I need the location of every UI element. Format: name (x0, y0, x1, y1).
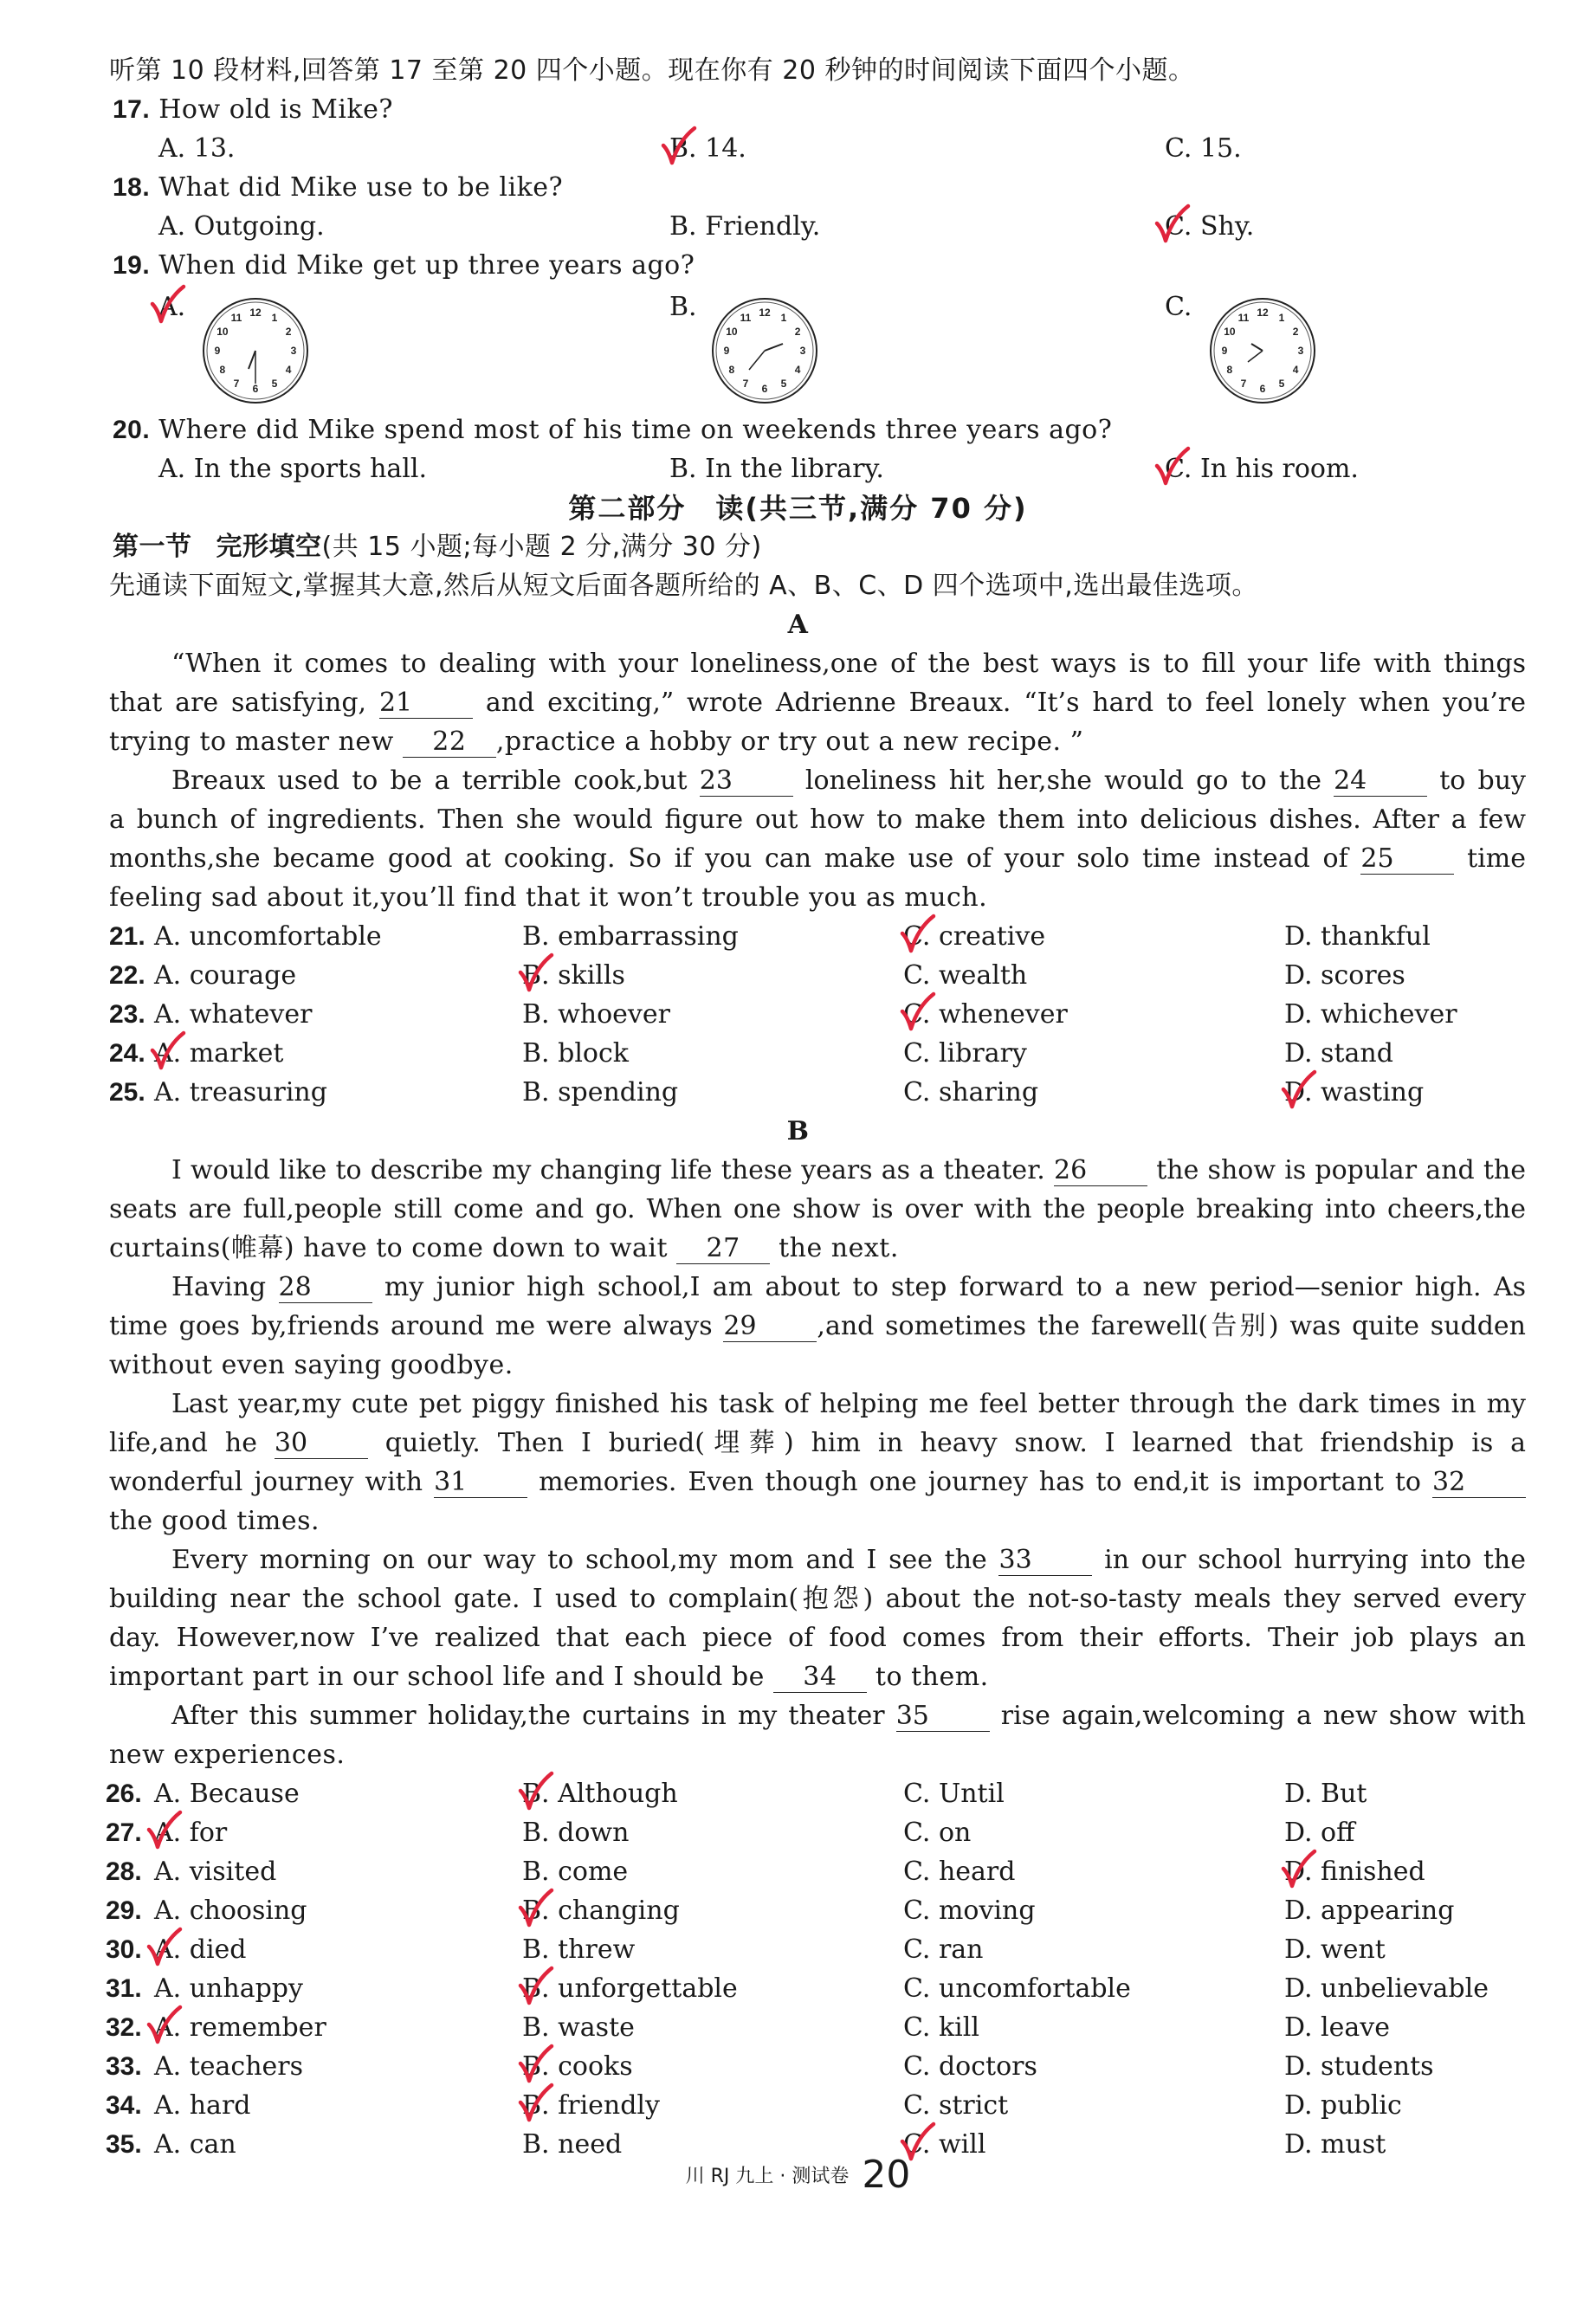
question-number: 29. (106, 1896, 142, 1925)
option[interactable]: A. Outgoing. (158, 211, 325, 242)
option[interactable]: A. 13. (158, 133, 236, 164)
passage-line: the good times. (109, 1506, 320, 1536)
clock-numeral: 9 (723, 345, 730, 357)
option[interactable]: A. remember (154, 2012, 326, 2043)
passage-line (109, 764, 1526, 798)
option[interactable]: B. unforgettable (522, 1973, 738, 2004)
clock-numeral: 12 (759, 307, 771, 319)
option[interactable]: C. kill (903, 2012, 979, 2043)
option[interactable]: B. come (522, 1857, 629, 1887)
question-17 (113, 93, 393, 127)
option[interactable]: B. spending (522, 1077, 679, 1108)
option[interactable]: B. cooks (522, 2051, 633, 2082)
clock-numeral: 5 (1278, 378, 1285, 391)
text-run: memories. Even though one journey has to end,it is important to (539, 1467, 1421, 1497)
blank-29[interactable]: 29 (723, 1312, 817, 1342)
blank-23[interactable]: 23 (700, 766, 793, 797)
clock-numeral: 7 (233, 378, 240, 391)
option[interactable]: B. Friendly. (669, 211, 821, 242)
clock-hour-hand (249, 351, 255, 369)
option[interactable]: C. whenever (903, 999, 1068, 1030)
passage-heading: A (787, 610, 809, 640)
option[interactable]: A. courage (154, 960, 297, 991)
question-number: 34. (106, 2091, 142, 2120)
text-run: rise again,welcoming a new show with (1000, 1701, 1526, 1731)
passage-line (109, 1309, 1526, 1344)
blank-32[interactable]: 32 (1432, 1468, 1526, 1498)
red-check-icon (517, 1887, 555, 1932)
passage-line: day. However,now I’ve realized that each piece of food comes from their efforts. Their job plays an (109, 1623, 1526, 1653)
text-run: and exciting,” wrote Adrienne Breaux. “It’s hard to feel lonely when you’re (485, 688, 1527, 718)
listening-intro: 听第 10 段材料,回答第 17 至第 20 四个小题。现在你有 20 秒钟的时间阅读下面四个小题。 (109, 55, 1195, 86)
option[interactable]: B. waste (522, 2012, 635, 2043)
option[interactable]: C. strict (903, 2090, 1009, 2121)
passage-line (109, 725, 1083, 759)
option[interactable]: B. skills (522, 960, 625, 991)
text-run: ,and sometimes the farewell(告别) was quite sudden (817, 1311, 1526, 1341)
red-check-icon (899, 991, 937, 1036)
option[interactable]: C. Until (903, 1779, 1005, 1809)
red-check-icon (145, 1926, 184, 1971)
section-header (113, 530, 762, 565)
option[interactable]: B. need (522, 2129, 623, 2160)
section-instruction: 先通读下面短文,掌握其大意,然后从短文后面各题所给的 A、B、C、D 四个选项中,选出最佳选项。 (109, 571, 1258, 601)
red-check-icon (899, 913, 937, 958)
clock-numeral: 3 (1297, 345, 1304, 357)
question-text: Where did Mike spend most of his time on weekends three years ago? (158, 415, 1113, 445)
option[interactable]: A. treasuring (154, 1077, 327, 1108)
clock-numeral: 9 (1221, 345, 1228, 357)
clock-face-icon[interactable] (199, 294, 312, 407)
text-run: quietly. Then I buried(埋葬) him in heavy snow. I learned that friendship is a (384, 1428, 1526, 1458)
clock-numeral: 10 (726, 326, 738, 338)
question-number: 21. (109, 922, 145, 951)
option[interactable]: C. uncomfortable (903, 1973, 1131, 2004)
option[interactable]: B. threw (522, 1934, 636, 1965)
clock-numeral: 1 (1278, 311, 1285, 324)
option[interactable]: B. friendly (522, 2090, 660, 2121)
passage-line: feeling sad about it,you’ll find that it won’t trouble you as much. (109, 882, 988, 913)
clock-numeral: 3 (799, 345, 806, 357)
option[interactable]: C. (1165, 292, 1192, 322)
text-run: the next. (779, 1233, 899, 1263)
red-check-icon (149, 1030, 187, 1075)
clock-numeral: 8 (219, 364, 226, 376)
text-run: to them. (875, 1662, 989, 1692)
text-run: life,and he (109, 1428, 257, 1458)
text-run: in our school hurrying into the (1104, 1545, 1526, 1575)
text-run: curtains(帷幕) have to come down to wait (109, 1233, 669, 1263)
clock-numeral: 10 (1224, 326, 1236, 338)
passage-heading: B (786, 1116, 810, 1146)
passage-line (109, 1660, 989, 1695)
text-run: I would like to describe my changing life these years as a theater. (171, 1155, 1045, 1185)
option[interactable]: A. In the sports hall. (158, 454, 428, 484)
option[interactable]: D. finished (1284, 1857, 1425, 1887)
text-run: that are satisfying, (109, 688, 367, 718)
blank-21[interactable]: 21 (379, 688, 473, 719)
clock-numeral: 10 (216, 326, 229, 338)
passage-line: seats are full,people still come and go. When one show is over with the people breaking into cheers,the (109, 1194, 1526, 1224)
text-run: Every morning on our way to school,my mom and I see the (171, 1545, 987, 1575)
clock-numeral: 12 (1257, 307, 1269, 319)
clock-hour-hand (765, 344, 783, 351)
question-number: 33. (106, 2052, 142, 2081)
option[interactable]: D. stand (1284, 1038, 1393, 1069)
clock-minute-hand (749, 351, 765, 370)
option[interactable]: D. public (1284, 2090, 1402, 2121)
question-number: 25. (109, 1078, 145, 1107)
option[interactable]: D. off (1284, 1818, 1355, 1848)
option[interactable]: A. for (154, 1818, 228, 1848)
text-run: time goes by,friends around me were always (109, 1311, 713, 1341)
option[interactable]: A. teachers (154, 2051, 304, 2082)
question-number: 26. (106, 1779, 142, 1808)
clock-numeral: 7 (742, 378, 749, 391)
question-number: 27. (106, 1818, 142, 1847)
blank-28[interactable]: 28 (279, 1273, 372, 1303)
option[interactable]: A. unhappy (154, 1973, 303, 2004)
clock-numeral: 3 (290, 345, 297, 357)
question-20 (113, 413, 1112, 448)
passage-line: “When it comes to dealing with your loneliness,one of the best ways is to fill your life with things (171, 649, 1526, 679)
passage-line: new experiences. (109, 1740, 346, 1770)
option[interactable]: C. Shy. (1165, 211, 1255, 242)
question-18 (113, 171, 563, 205)
question-text: How old is Mike? (158, 94, 393, 125)
section-note: (共 15 小题;每小题 2 分,满分 30 分) (321, 532, 762, 562)
clock-numeral: 6 (252, 383, 259, 395)
option[interactable]: A. visited (154, 1857, 277, 1887)
part-title: 第二部分 读(共三节,满分 70 分) (568, 492, 1028, 525)
passage-line (109, 1231, 899, 1266)
red-check-icon (517, 1965, 555, 2010)
text-run: time (1467, 843, 1526, 874)
option[interactable]: B. (669, 292, 697, 322)
clock-numeral: 12 (249, 307, 262, 319)
section-title: 完形填空 (216, 532, 322, 562)
option[interactable]: C. sharing (903, 1077, 1039, 1108)
option[interactable]: D. appearing (1284, 1895, 1455, 1926)
clock-numeral: 4 (285, 364, 292, 376)
text-run: ,practice a hobby or try out a new recipe. ” (495, 727, 1084, 757)
option[interactable]: A. market (154, 1038, 284, 1069)
option[interactable]: B. whoever (522, 999, 670, 1030)
blank-24[interactable]: 24 (1334, 766, 1427, 797)
red-check-icon (660, 125, 698, 170)
passage-line (109, 1426, 1526, 1461)
passage-line (109, 1699, 1526, 1734)
question-number: 18. (113, 173, 151, 202)
option[interactable]: C. moving (903, 1895, 1036, 1926)
option[interactable]: D. thankful (1284, 921, 1431, 952)
question-number: 20. (113, 416, 151, 444)
text-run: loneliness hit her,she would go to the (804, 765, 1321, 796)
text-run: Having (171, 1272, 267, 1302)
blank-35[interactable]: 35 (896, 1702, 990, 1732)
option[interactable]: A. can (154, 2129, 236, 2160)
red-check-icon (517, 1770, 555, 1815)
clock-numeral: 5 (271, 378, 278, 391)
blank-34[interactable]: 34 (773, 1663, 867, 1693)
question-number: 19. (113, 251, 151, 280)
text-run: important part in our school life and I should be (109, 1662, 765, 1692)
passage-line (109, 686, 1526, 720)
passage-line (109, 842, 1526, 876)
blank-31[interactable]: 31 (434, 1468, 527, 1498)
option[interactable]: B. changing (522, 1895, 680, 1926)
clock-numeral: 4 (794, 364, 801, 376)
option[interactable]: A. uncomfortable (154, 921, 382, 952)
question-text: What did Mike use to be like? (158, 172, 564, 203)
clock-numeral: 5 (780, 378, 787, 391)
clock-numeral: 2 (285, 326, 292, 338)
text-run: After this summer holiday,the curtains in my theater (171, 1701, 885, 1731)
red-check-icon (1280, 1848, 1318, 1893)
text-run: wonderful journey with (109, 1467, 423, 1497)
option[interactable]: D. went (1284, 1934, 1386, 1965)
red-check-icon (145, 2004, 184, 2049)
option[interactable]: C. library (903, 1038, 1027, 1069)
question-number: 28. (106, 1857, 142, 1886)
passage-line: building near the school gate. I used to complain(抱怨) about the not-so-tasty meals they served every (109, 1584, 1526, 1614)
blank-33[interactable]: 33 (998, 1546, 1092, 1576)
passage-line (109, 1270, 1526, 1305)
question-number: 31. (106, 1974, 142, 2003)
question-text: When did Mike get up three years ago? (158, 250, 695, 281)
section-label: 第一节 (113, 532, 192, 562)
red-check-icon (517, 952, 555, 997)
clock-numeral: 11 (740, 311, 752, 324)
clock-numeral: 2 (794, 326, 801, 338)
option[interactable]: B. block (522, 1038, 629, 1069)
passage-line (109, 1153, 1526, 1188)
clock-numeral: 8 (1226, 364, 1233, 376)
clock-numeral: 4 (1292, 364, 1299, 376)
text-run: the show is popular and the (1156, 1155, 1526, 1185)
question-number: 17. (113, 95, 151, 124)
option[interactable]: C. creative (903, 921, 1046, 952)
option[interactable]: B. In the library. (669, 454, 884, 484)
passage-line (109, 1465, 1526, 1500)
question-number: 35. (106, 2130, 142, 2159)
option[interactable]: C. heard (903, 1857, 1016, 1887)
question-number: 23. (109, 1000, 145, 1029)
option[interactable]: C. wealth (903, 960, 1028, 991)
clock-numeral: 1 (780, 311, 787, 324)
clock-numeral: 6 (761, 383, 768, 395)
option[interactable]: D. unbelievable (1284, 1973, 1489, 2004)
option[interactable]: D. students (1284, 2051, 1434, 2082)
option[interactable]: C. ran (903, 1934, 984, 1965)
option[interactable]: A. (158, 292, 186, 322)
option[interactable]: B. down (522, 1818, 630, 1848)
option[interactable]: D. must (1284, 2129, 1386, 2160)
question-number: 30. (106, 1935, 142, 1964)
clock-numeral: 7 (1240, 378, 1247, 391)
text-run: trying to master new (109, 727, 394, 757)
blank-25[interactable]: 25 (1360, 844, 1454, 875)
clock-numeral: 11 (230, 311, 242, 324)
text-run: Breaux used to be a terrible cook,but (171, 765, 688, 796)
option[interactable]: C. In his room. (1165, 454, 1359, 484)
option[interactable]: C. 15. (1165, 133, 1242, 164)
option[interactable]: C. doctors (903, 2051, 1037, 2082)
page-number: 20 (862, 2153, 911, 2197)
clock-numeral: 2 (1292, 326, 1299, 338)
option[interactable]: C. will (903, 2129, 986, 2160)
option[interactable]: D. leave (1284, 2012, 1390, 2043)
clock-numeral: 1 (271, 311, 278, 324)
option[interactable]: A. hard (154, 2090, 251, 2121)
red-check-icon (149, 283, 187, 328)
clock-face-icon[interactable] (1206, 294, 1319, 407)
passage-line (109, 1543, 1526, 1578)
blank-30[interactable]: 30 (275, 1429, 368, 1459)
option[interactable]: B. embarrassing (522, 921, 739, 952)
blank-22[interactable]: 22 (403, 727, 496, 758)
question-number: 24. (109, 1039, 145, 1068)
question-19 (113, 249, 695, 283)
red-check-icon (517, 2082, 555, 2127)
option[interactable]: A. Because (154, 1779, 300, 1809)
clock-numeral: 9 (214, 345, 221, 357)
passage-line: Last year,my cute pet piggy finished his task of helping me feel better through the dark times in my (171, 1389, 1526, 1419)
clock-face-icon[interactable] (708, 294, 821, 407)
text-run: months,she became good at cooking. So if you can make use of your solo time instead of (109, 843, 1348, 874)
passage-line: a bunch of ingredients. Then she would figure out how to make them into delicious dishes. After a few (109, 804, 1526, 835)
blank-27[interactable]: 27 (676, 1234, 770, 1264)
clock-numeral: 11 (1237, 311, 1250, 324)
option[interactable]: A. died (154, 1934, 247, 1965)
clock-minute-hand (1248, 351, 1263, 362)
option[interactable]: B. 14. (669, 133, 746, 164)
question-number: 22. (109, 961, 145, 990)
question-number: 32. (106, 2013, 142, 2042)
text-run: my junior high school,I am about to step forward to a new period—senior high. As (384, 1272, 1526, 1302)
blank-26[interactable]: 26 (1054, 1156, 1147, 1186)
option[interactable]: C. on (903, 1818, 972, 1848)
clock-numeral: 6 (1259, 383, 1266, 395)
clock-hour-hand (1251, 344, 1263, 351)
clock-numeral: 8 (728, 364, 735, 376)
passage-line: without even saying goodbye. (109, 1350, 514, 1380)
option[interactable]: A. whatever (154, 999, 313, 1030)
option[interactable]: D. scores (1284, 960, 1405, 991)
red-check-icon (1153, 445, 1192, 490)
option[interactable]: D. wasting (1284, 1077, 1425, 1108)
red-check-icon (1280, 1069, 1318, 1114)
text-run: to buy (1439, 765, 1526, 796)
option[interactable]: D. But (1284, 1779, 1367, 1809)
option[interactable]: D. whichever (1284, 999, 1457, 1030)
page-footer (0, 2153, 1596, 2197)
option[interactable]: A. choosing (154, 1895, 307, 1926)
red-check-icon (145, 1809, 184, 1854)
option[interactable]: B. Although (522, 1779, 678, 1809)
footer-label: 川 RJ 九上 · 测试卷 (685, 2166, 850, 2187)
red-check-icon (1153, 203, 1192, 248)
